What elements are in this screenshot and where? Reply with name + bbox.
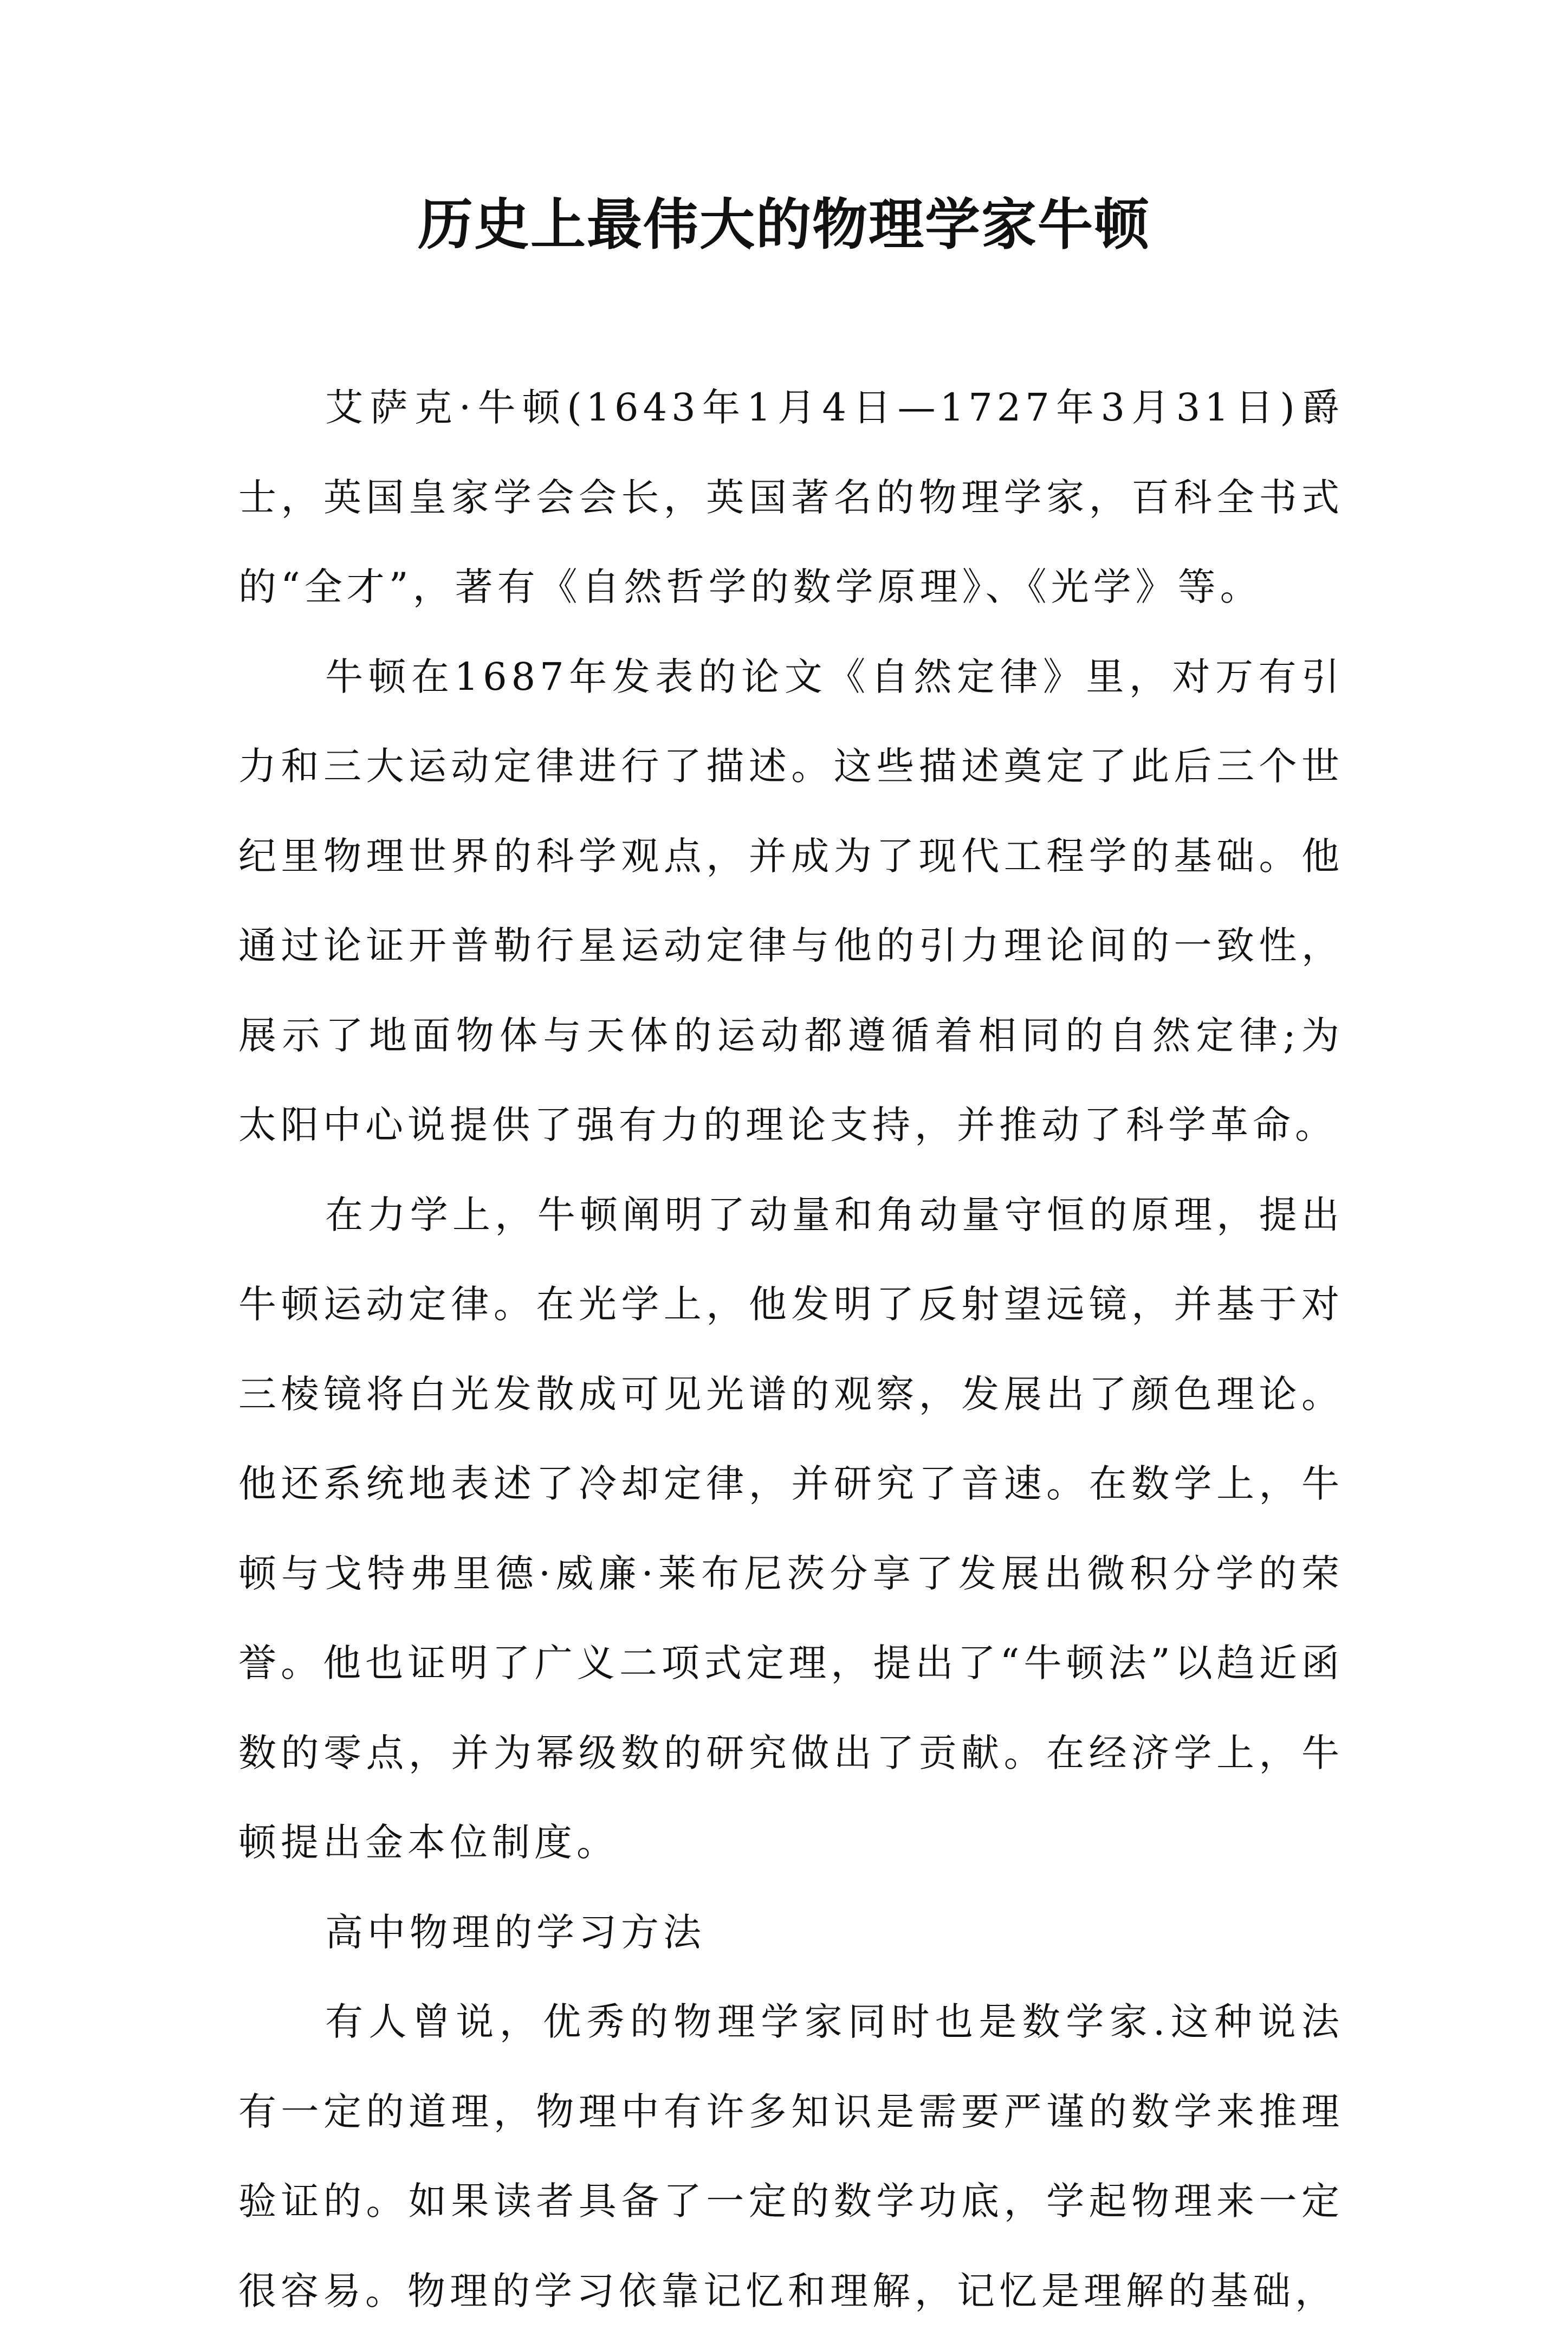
document-title: 历史上最伟大的物理学家牛顿 [418,192,1150,257]
document-body [238,363,1344,2336]
paragraph-laws: 牛顿在1687年发表的论文《自然定律》里，对万有引力和三大运动定律进行了描述。这些描述奠定了此后三个世纪里物理世界的科学观点，并成为了现代工程学的基础。他通过论证开普勒行星运动定律与他的引力理论间的一致性，展示了地面物体与天体的运动都遵循着相同的自然定律;为太阳中心说提供了强有力的理论支持，并推动了科学革命。 [238,654,1344,1147]
section-heading: 高中物理的学习方法 [325,1910,705,1955]
paragraph-contributions: 在力学上，牛顿阐明了动量和角动量守恒的原理，提出牛顿运动定律。在光学上，他发明了反射望远镜，并基于对三棱镜将白光发散成可见光谱的观察，发展出了颜色理论。他还系统地表述了冷却定律，并研究了音速。在数学上，牛顿与戈特弗里德·威廉·莱布尼茨分享了发展出微积分学的荣誉。他也证明了广义二项式定理，提出了“牛顿法”以趋近函数的零点，并为幂级数的研究做出了贡献。在经济学上，牛顿提出金本位制度。 [238,1192,1344,1865]
paragraph-intro: 艾萨克·牛顿(1643年1月4日—1727年3月31日)爵士，英国皇家学会会长，英国著名的物理学家，百科全书式的“全才”，著有《自然哲学的数学原理》、《光学》等。 [238,385,1344,609]
paragraph-study-method: 有人曾说，优秀的物理学家同时也是数学家.这种说法有一定的道理，物理中有许多知识是需要严谨的数学来推理验证的。如果读者具备了一定的数学功底，学起物理来一定很容易。物理的学习依靠记忆和理解，记忆是理解的基础， [238,1999,1344,2313]
